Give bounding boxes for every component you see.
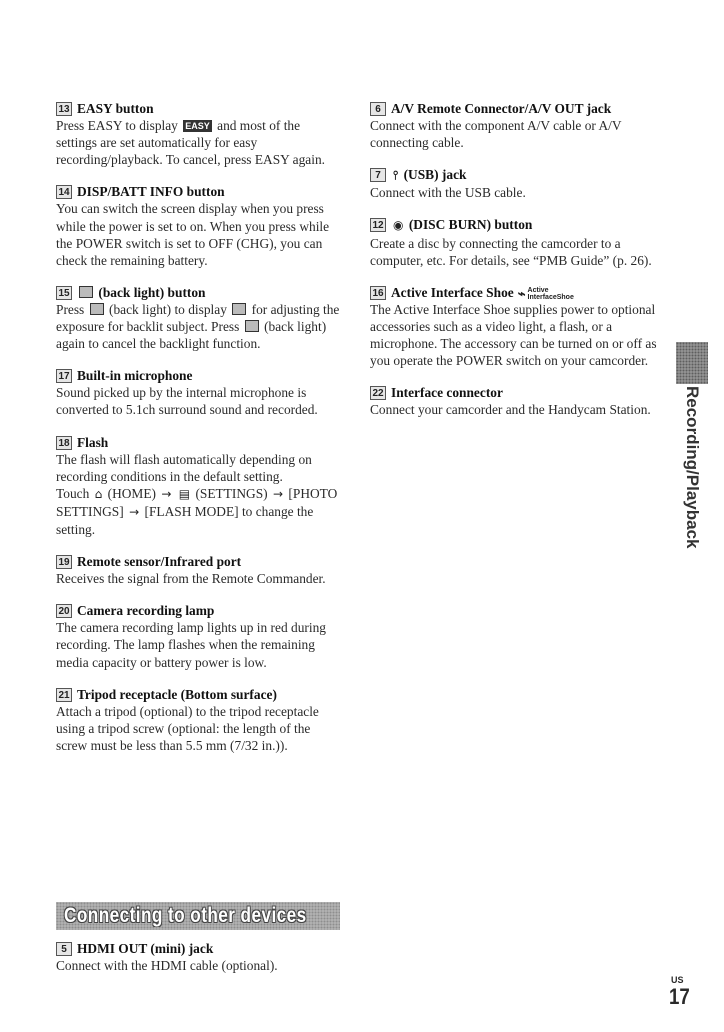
body-text: (back light) again to cancel the backlight function. bbox=[56, 319, 327, 352]
page-number: 17 bbox=[669, 984, 690, 1009]
body-text: The Active Interface Shoe supplies power to optional accessories such as a video light, a flash, or a microphone. The accessory can be turned on or off as you operate the POWER switch on your camcorder. bbox=[370, 301, 657, 369]
body-text: (back light) to display bbox=[109, 301, 227, 317]
section-title: Tripod receptacle (Bottom surface) bbox=[77, 686, 277, 702]
section-built-in-microphone bbox=[56, 367, 342, 418]
chapter-tab-label: Recording/Playback bbox=[683, 386, 702, 549]
section-title: (DISC BURN) button bbox=[408, 217, 533, 233]
item-number: 15 bbox=[56, 286, 72, 300]
section-title: Interface connector bbox=[391, 385, 503, 401]
body-text: The flash will flash automatically depending on recording conditions in the default setting. bbox=[56, 451, 312, 484]
item-number: 5 bbox=[56, 942, 72, 956]
section-title: Flash bbox=[77, 434, 109, 450]
section-av-remote-connector bbox=[370, 100, 660, 151]
body-text: for adjusting the exposure for backlit subject. Press bbox=[56, 301, 340, 335]
page-region: US bbox=[671, 975, 684, 985]
body-text: Connect your camcorder and the Handycam Station. bbox=[370, 402, 651, 418]
item-number: 18 bbox=[56, 436, 72, 450]
backlight-icon bbox=[90, 303, 104, 315]
body-text: [PHOTO SETTINGS] bbox=[56, 485, 338, 519]
item-number: 22 bbox=[370, 386, 386, 400]
section-title: (back light) button bbox=[98, 284, 206, 300]
section-title: HDMI OUT (mini) jack bbox=[77, 941, 214, 956]
shoe-logo-text: Active bbox=[527, 286, 549, 294]
section-disp-batt-button bbox=[56, 183, 342, 268]
settings-icon: ▤ bbox=[178, 486, 191, 501]
section-title: DISP/BATT INFO button bbox=[77, 184, 225, 200]
item-number: 16 bbox=[370, 286, 386, 300]
backlight-icon bbox=[245, 320, 259, 332]
banner-title: Connecting to other devices bbox=[64, 904, 307, 927]
arrow-icon: → bbox=[272, 486, 284, 501]
body-text: Create a disc by connecting the camcorder to a computer, etc. For details, see “PMB Guide” (p. 26). bbox=[370, 235, 652, 268]
item-number: 7 bbox=[370, 168, 386, 182]
body-text: Connect with the component A/V cable or A/V connecting cable. bbox=[370, 118, 622, 151]
body-text: Sound picked up by the internal microphone is converted to 5.1ch surround sound and recorded. bbox=[56, 385, 318, 418]
body-text: Connect with the HDMI cable (optional). bbox=[56, 958, 278, 974]
section-title: Camera recording lamp bbox=[77, 603, 215, 619]
home-icon: ⌂ bbox=[94, 486, 103, 501]
disc-burn-icon: ◉ bbox=[393, 218, 404, 233]
item-number: 6 bbox=[370, 102, 386, 116]
body-text: and most of the settings are set automatically for easy recording/playback. To cancel, press EASY again. bbox=[56, 118, 326, 168]
chapter-tab-marker bbox=[676, 342, 708, 384]
section-usb-jack bbox=[370, 166, 660, 201]
body-text: You can switch the screen display when you press while the power is set to on. When you press while the POWER switch is set to OFF (CHG), you can check the remaining battery. bbox=[56, 201, 330, 268]
item-number: 19 bbox=[56, 555, 72, 569]
section-flash bbox=[56, 434, 342, 539]
body-text: Press EASY to display bbox=[56, 118, 178, 134]
item-number: 21 bbox=[56, 688, 72, 702]
section-tripod-receptacle bbox=[56, 686, 342, 754]
section-hdmi-out bbox=[56, 940, 346, 974]
section-back-light-button bbox=[56, 284, 342, 352]
backlight-icon bbox=[79, 286, 93, 298]
active-interface-shoe-icon: ⌁ Active InterfaceShoe bbox=[517, 285, 574, 301]
arrow-icon: → bbox=[129, 504, 140, 519]
body-text: [FLASH MODE] to change the setting. bbox=[56, 503, 314, 537]
section-easy-button bbox=[56, 100, 342, 168]
section-title: A/V Remote Connector/A/V OUT jack bbox=[391, 101, 612, 116]
usb-icon: ⫯ bbox=[393, 168, 399, 183]
section-banner bbox=[56, 902, 340, 930]
item-number: 12 bbox=[370, 218, 386, 232]
body-text: Receives the signal from the Remote Commander. bbox=[56, 571, 326, 587]
item-number: 14 bbox=[56, 185, 72, 199]
section-title: EASY button bbox=[77, 101, 154, 116]
section-title: Remote sensor/Infrared port bbox=[77, 554, 242, 570]
section-title: Built-in microphone bbox=[77, 368, 193, 384]
body-text: (SETTINGS) bbox=[195, 485, 268, 501]
section-remote-sensor bbox=[56, 553, 342, 587]
backlight-icon bbox=[232, 303, 246, 315]
body-text: Connect with the USB cable. bbox=[370, 185, 526, 201]
body-text: (HOME) bbox=[107, 485, 156, 501]
shoe-logo-text: InterfaceShoe bbox=[527, 293, 574, 301]
item-number: 20 bbox=[56, 604, 72, 618]
body-text: Touch bbox=[56, 485, 90, 501]
item-number: 13 bbox=[56, 102, 72, 116]
section-active-interface-shoe bbox=[370, 284, 660, 369]
section-title: (USB) jack bbox=[403, 167, 467, 183]
easy-icon: EASY bbox=[185, 121, 210, 132]
body-text: Attach a tripod (optional) to the tripod receptacle using a tripod screw (optional: the length of the screw must be less than 5.5 mm (7/32 in.)). bbox=[56, 703, 319, 753]
right-column bbox=[370, 100, 660, 433]
section-disc-burn-button bbox=[370, 216, 660, 268]
section-camera-recording-lamp bbox=[56, 602, 342, 670]
body-text: The camera recording lamp lights up in red during recording. The lamp flashes when the remaining media capacity or battery power is low. bbox=[56, 620, 326, 670]
section-interface-connector bbox=[370, 384, 660, 418]
arrow-icon: → bbox=[161, 486, 172, 501]
left-column bbox=[56, 100, 342, 769]
item-number: 17 bbox=[56, 369, 72, 383]
body-text: Press bbox=[56, 301, 85, 317]
section-title: Active Interface Shoe bbox=[391, 284, 514, 300]
